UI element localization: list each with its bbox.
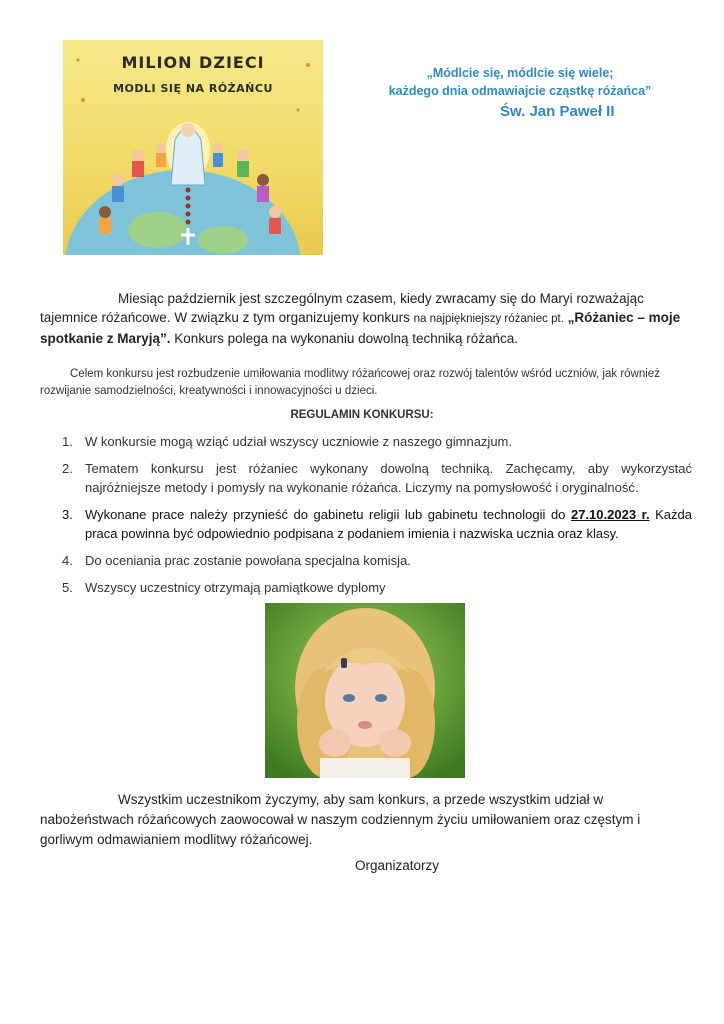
list-number: 3. <box>62 507 73 522</box>
list-item <box>40 551 692 570</box>
banner-illustration <box>63 40 323 255</box>
list-item <box>40 432 692 451</box>
quote-author: Św. Jan Paweł II <box>500 103 615 120</box>
signature: Organizatorzy <box>355 858 440 873</box>
contest-title: „Różaniec – moje spotkanie z Maryją”. <box>40 310 681 346</box>
quote-line-2: każdego dnia odmawiajcie cząstkę różańca” <box>388 84 652 98</box>
child-photo <box>265 603 465 778</box>
list-number: 5. <box>62 580 73 595</box>
intro-text-small: na najpiękniejszy różaniec pt. <box>413 313 564 325</box>
child-photo-art <box>265 603 465 778</box>
list-text: W konkursie mogą wziąć udział wszyscy uczniowie z naszego gimnazjum. <box>85 434 512 449</box>
list-text: Tematem konkursu jest różaniec wykonany dowolną techniką. Zachęcamy, aby wykorzystać najróżniejsze metody i pomysły na wykonanie różańca. Liczymy na pomysłowość i oryginalność. <box>85 461 692 495</box>
list-number: 2. <box>62 461 73 476</box>
banner-subtitle: MODLI SIĘ NA RÓŻAŃCU <box>113 82 273 95</box>
rules-heading: REGULAMIN KONKURSU: <box>290 409 434 421</box>
quote-line-1: „Módlcie się, módlcie się wiele; <box>426 66 614 80</box>
list-item <box>40 459 692 497</box>
closing-paragraph: Wszystkim uczestnikom życzymy, aby sam konkurs, a przede wszystkim udział w nabożeństwach różańcowych zaowocował w naszym codziennym życiu umiłowaniem oraz częstym i gorliwym odmawianiem modlitwy różańcowej. <box>40 792 641 847</box>
intro-text-end: Konkurs polega na wykonaniu dowolną techniką różańca. <box>170 331 519 346</box>
banner-title: MILION DZIECI <box>121 53 265 72</box>
list-number: 4. <box>62 553 73 568</box>
intro-paragraph <box>40 289 690 348</box>
list-text: Wykonane prace należy przynieść do gabinetu religii lub gabinetu technologii do <box>85 507 571 522</box>
deadline-date: 27.10.2023 r. <box>570 507 650 522</box>
list-item <box>40 505 692 543</box>
rules-list <box>40 432 692 597</box>
intro-text-start: Miesiąc październik jest szczególnym czasem, kiedy zwracamy się do Maryi rozważając tajemnice różańcowe. W związku z tym organizujemy konkurs <box>40 291 644 325</box>
list-text: Wszyscy uczestnicy otrzymają pamiątkowe dyplomy <box>85 580 386 595</box>
list-text: Każda praca powinna być odpowiednio podpisana z podaniem imienia i nazwiska ucznia oraz klasy. <box>85 507 692 541</box>
list-item <box>40 578 692 597</box>
goal-paragraph: Celem konkursu jest rozbudzenie umiłowania modlitwy różańcowej oraz rozwój talentów wśród uczniów, jak również rozwijanie samodzielności, kreatywności i innowacyjności u dzieci. <box>40 368 660 397</box>
banner-artwork <box>63 40 323 255</box>
list-number: 1. <box>62 434 73 449</box>
list-text: Do oceniania prac zostanie powołana specjalna komisja. <box>85 553 411 568</box>
